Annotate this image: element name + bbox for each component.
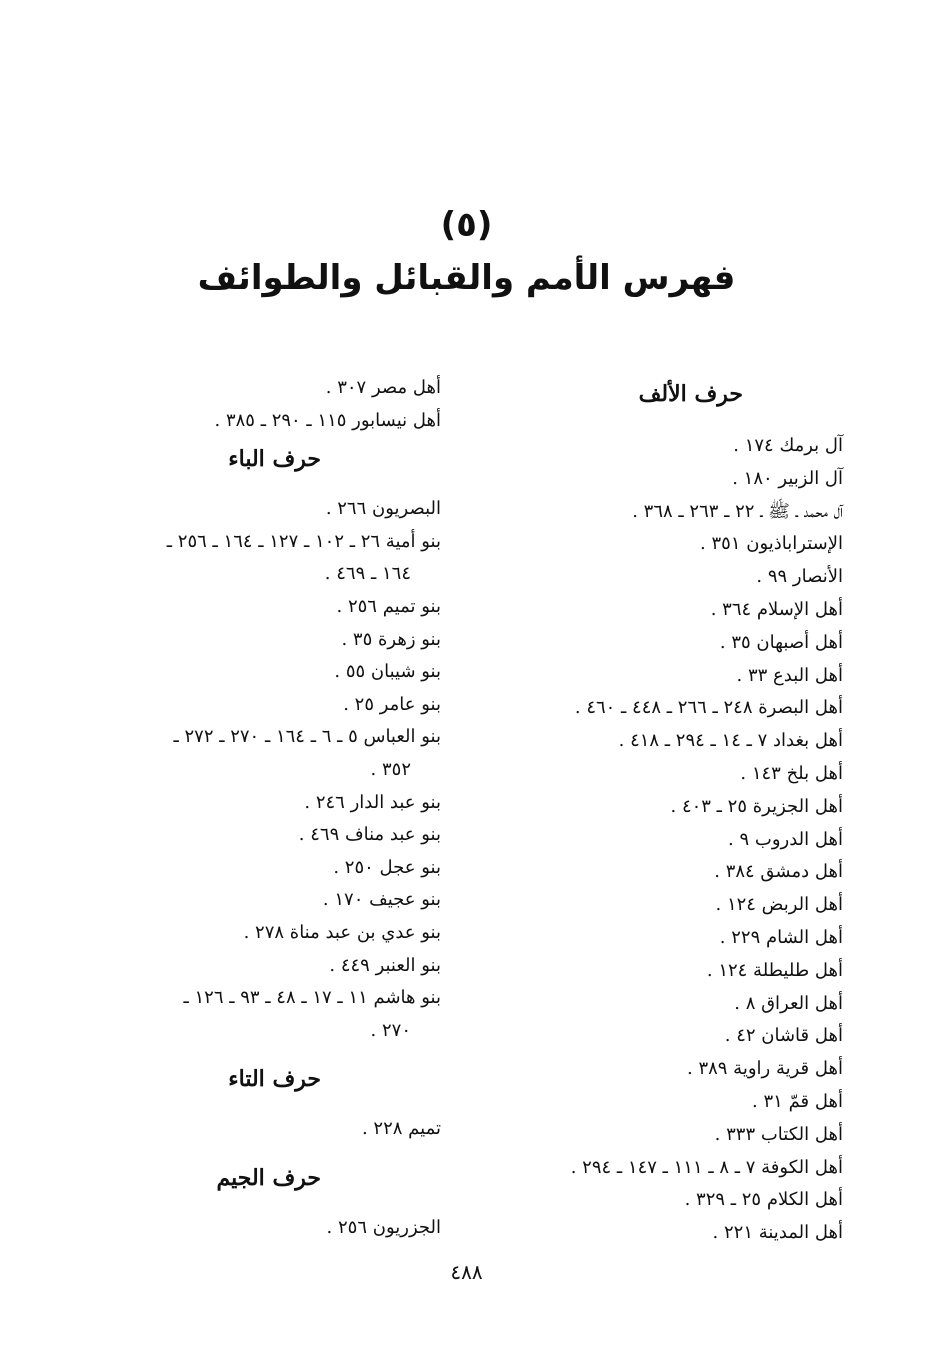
index-entry: أهل بغداد ٧ ـ ١٤ ـ ٢٩٤ ـ ٤١٨ . — [618, 730, 843, 752]
index-entry: بنو عدي بن عبد مناة ٢٧٨ . — [243, 921, 441, 943]
index-entry: أهل الإسلام ٣٦٤ . — [710, 598, 843, 620]
index-entry: الجزريون ٢٥٦ . — [326, 1216, 441, 1238]
index-entry: أهل قمّ ٣١ . — [752, 1090, 843, 1112]
index-entry: أهل المدينة ٢٢١ . — [712, 1222, 843, 1244]
index-entry: بنو تميم ٢٥٦ . — [336, 595, 441, 617]
index-entry: بنو العباس ٥ ـ ٦ ـ ١٦٤ ـ ٢٧٠ ـ ٢٧٢ ـ — [173, 726, 441, 748]
entry-list — [71, 372, 441, 437]
index-entry: بنو شيبان ٥٥ . — [334, 661, 441, 683]
index-entry: بنو عبد مناف ٤٦٩ . — [298, 824, 441, 846]
index-number: (٥) — [440, 205, 493, 245]
page-number: ٤٨٨ — [450, 1260, 483, 1284]
index-entry: أهل أصبهان ٣٥ . — [719, 631, 843, 653]
index-entry: أهل الكتاب ٣٣٣ . — [714, 1123, 843, 1145]
section-heading-alif: حرف الألف — [638, 381, 743, 407]
section-gap — [71, 1047, 441, 1057]
section-heading: حرف التاء — [228, 1066, 321, 1093]
index-entry: أهل الكوفة ٧ ـ ٨ ـ ١١١ ـ ١٤٧ ـ ٢٩٤ . — [570, 1156, 843, 1178]
index-entry: أهل الدروب ٩ . — [728, 828, 843, 850]
index-entry: البصريون ٢٦٦ . — [325, 498, 441, 520]
index-entry: أهل البصرة ٢٤٨ ـ ٢٦٦ ـ ٤٤٨ ـ ٤٦٠ . — [574, 697, 843, 719]
index-entry: تميم ٢٢٨ . — [361, 1118, 441, 1140]
index-entry: أهل البدع ٣٣ . — [736, 664, 843, 686]
index-entry: أهل الشام ٢٢٩ . — [719, 926, 843, 948]
index-entry: أهل العراق ٨ . — [734, 992, 843, 1014]
index-entry: بنو أمية ٢٦ ـ ١٠٢ ـ ١٢٧ ـ ١٦٤ ـ ٢٥٦ ـ — [166, 530, 441, 552]
right-column — [463, 372, 843, 1250]
sections — [71, 437, 441, 1244]
index-entry: بنو عامر ٢٥ . — [343, 693, 441, 715]
index-entry: أهل قاشان ٤٢ . — [724, 1025, 843, 1047]
index-entry: أهل الكلام ٢٥ ـ ٣٢٩ . — [684, 1189, 843, 1211]
index-entry: أهل بلخ ١٤٣ . — [740, 762, 843, 784]
index-entry: آل الزبير ١٨٠ . — [732, 467, 843, 489]
index-entry: أهل طليطلة ١٢٤ . — [706, 959, 843, 981]
index-entry: بنو عجيف ١٧٠ . — [322, 889, 441, 911]
index-entry: بنو عجل ٢٥٠ . — [333, 856, 441, 878]
section-gap — [71, 1146, 441, 1156]
index-entry: أهل نيسابور ١١٥ ـ ٢٩٠ ـ ٣٨٥ . — [214, 409, 441, 431]
page-title: فهرس الأمم والقبائل والطوائف — [197, 258, 736, 298]
index-entry: آل محمد ـ ﷺ ـ ٢٢ ـ ٢٦٣ ـ ٣٦٨ . — [632, 500, 843, 522]
index-entry: بنو العنبر ٤٤٩ . — [329, 954, 441, 976]
entry-list — [463, 430, 843, 1250]
index-entry: الإستراباذيون ٣٥١ . — [700, 533, 843, 555]
index-entry: أهل قرية راوية ٣٨٩ . — [686, 1058, 843, 1080]
section-heading: حرف الجيم — [216, 1164, 321, 1191]
index-entry: ٢٧٠ . — [370, 1019, 411, 1041]
index-entry: أهل الربض ١٢٤ . — [715, 894, 843, 916]
index-entry: بنو عبد الدار ٢٤٦ . — [304, 791, 441, 813]
index-entry: آل برمك ١٧٤ . — [733, 435, 843, 456]
index-entry: ٣٥٢ . — [370, 758, 411, 780]
index-entry: أهل مصر ٣٠٧ . — [325, 377, 441, 398]
index-entry: أهل دمشق ٣٨٤ . — [714, 861, 843, 883]
left-column — [71, 372, 441, 1244]
index-entry: بنو هاشم ١١ ـ ١٧ ـ ٤٨ ـ ٩٣ ـ ١٢٦ ـ — [183, 987, 441, 1009]
index-entry: الأنصار ٩٩ . — [756, 566, 843, 588]
index-entry: ١٦٤ ـ ٤٦٩ . — [324, 563, 411, 585]
section-heading: حرف الباء — [228, 446, 321, 473]
index-entry: بنو زهرة ٣٥ . — [341, 628, 441, 650]
index-entry: أهل الجزيرة ٢٥ ـ ٤٠٣ . — [670, 795, 843, 817]
